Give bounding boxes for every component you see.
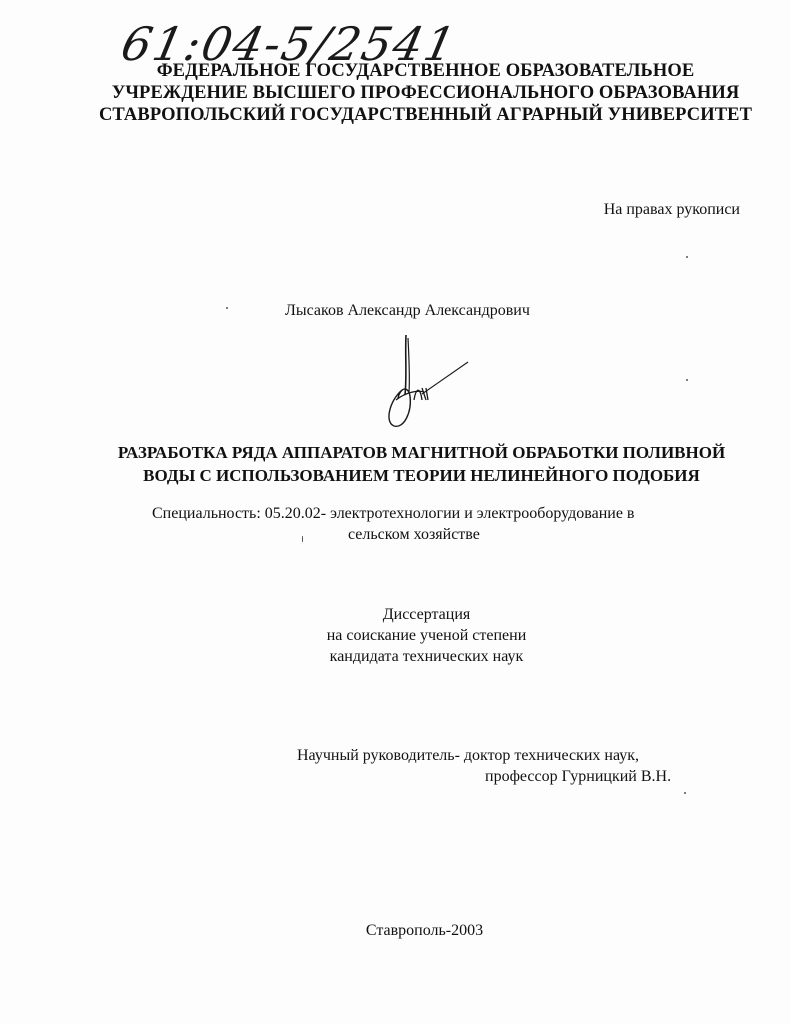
city-year: Ставрополь-2003 (365, 922, 484, 939)
dissertation-title (0, 441, 791, 487)
dissertation-label (0, 604, 791, 667)
author-name: Лысаков Александр Александрович (285, 302, 530, 319)
signature (372, 330, 472, 430)
specialty-block (152, 503, 634, 545)
supervisor-line-2: профессор Гурницкий В.Н. (485, 768, 672, 785)
institution-header (0, 60, 791, 126)
title-line-1: РАЗРАБОТКА РЯДА АППАРАТОВ МАГНИТНОЙ ОБРАБОТКИ ПОЛИВНОЙ (117, 443, 726, 462)
specialty-line-2: сельском хозяйстве (348, 526, 480, 543)
specialty-line-1: Специальность: 05.20.02- электротехнологии и электрооборудование в (152, 505, 635, 522)
supervisor-line-1: Научный руководитель- доктор технических наук, (297, 747, 640, 764)
dissertation-line-3: кандидата технических наук (329, 648, 524, 665)
institution-line-1: ФЕДЕРАЛЬНОЕ ГОСУДАРСТВЕННОЕ ОБРАЗОВАТЕЛЬНОЕ (156, 61, 695, 81)
dissertation-line-1: Диссертация (382, 606, 471, 623)
supervisor-block (297, 745, 671, 787)
dissertation-line-2: на соискание ученой степени (326, 627, 527, 644)
institution-line-3: СТАВРОПОЛЬСКИЙ ГОСУДАРСТВЕННЫЙ АГРАРНЫЙ УНИВЕРСИТЕТ (98, 105, 753, 125)
scan-speck (226, 307, 228, 309)
archive-code-text: 61:04-5/2541 (116, 17, 462, 71)
scan-speck (686, 256, 688, 258)
scan-speck (302, 536, 303, 542)
scan-speck (686, 379, 688, 381)
title-line-2: ВОДЫ С ИСПОЛЬЗОВАНИЕМ ТЕОРИИ НЕЛИНЕЙНОГО ПОДОБИЯ (143, 466, 700, 485)
scan-speck (684, 792, 686, 794)
rights-note: На правах рукописи (603, 201, 740, 218)
institution-line-2: УЧРЕЖДЕНИЕ ВЫСШЕГО ПРОФЕССИОНАЛЬНОГО ОБРАЗОВАНИЯ (111, 83, 740, 103)
